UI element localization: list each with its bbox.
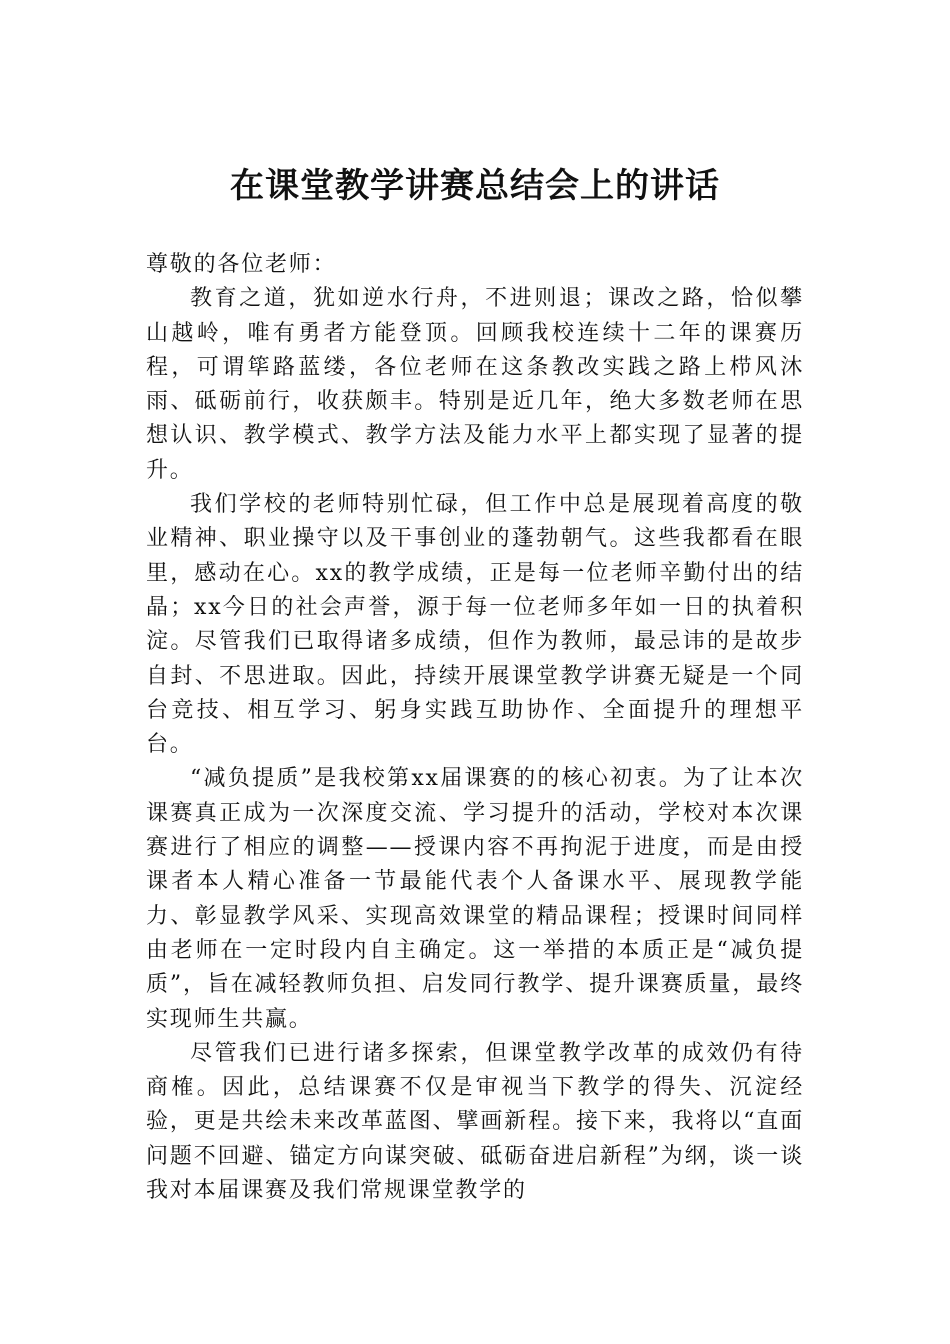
paragraph-1: 教育之道，犹如逆水行舟，不进则退；课改之路，恰似攀山越岭，唯有勇者方能登顶。回顾我校连续十二年的课赛历程，可谓筚路蓝缕，各位老师在这条教改实践之路上栉风沐雨、砥砺前行，收获颇丰。特别是近几年，绝大多数老师在思想认识、教学模式、教学方法及能力水平上都实现了显著的提升。	[146, 286, 804, 483]
salutation: 尊敬的各位老师：	[146, 252, 337, 277]
paragraph-4: 尽管我们已进行诸多探索，但课堂教学改革的成效仍有待商榷。因此，总结课赛不仅是审视当下教学的得失、沉淀经验，更是共绘未来改革蓝图、擘画新程。接下来，我将以“直面问题不回避、锚定方向谋突破、砥砺奋进启新程”为纲，谈一谈我对本届课赛及我们常规课堂教学的	[146, 1040, 804, 1204]
paragraph-2: 我们学校的老师特别忙碌，但工作中总是展现着高度的敬业精神、职业操守以及干事创业的蓬勃朝气。这些我都看在眼里，感动在心。xx的教学成绩，正是每一位老师辛勤付出的结晶；xx今日的社会声誉，源于每一位老师多年如一日的执着积淀。尽管我们已取得诸多成绩，但作为教师，最忌讳的是故步自封、不思进取。因此，持续开展课堂教学讲赛无疑是一个同台竞技、相互学习、躬身实践互助协作、全面提升的理想平台。	[146, 492, 804, 758]
document-title: 在课堂教学讲赛总结会上的讲话	[230, 166, 720, 206]
paragraph-3: “减负提质”是我校第xx届课赛的的核心初衷。为了让本次课赛真正成为一次深度交流、学习提升的活动，学校对本次课赛进行了相应的调整——授课内容不再拘泥于进度，而是由授课者本人精心准备一节最能代表个人备课水平、展现教学能力、彰显教学风采、实现高效课堂的精品课程；授课时间同样由老师在一定时段内自主确定。这一举措的本质正是“减负提质”，旨在减轻教师负担、启发同行教学、提升课赛质量，最终实现师生共赢。	[146, 766, 804, 1032]
document-body	[146, 248, 804, 1208]
